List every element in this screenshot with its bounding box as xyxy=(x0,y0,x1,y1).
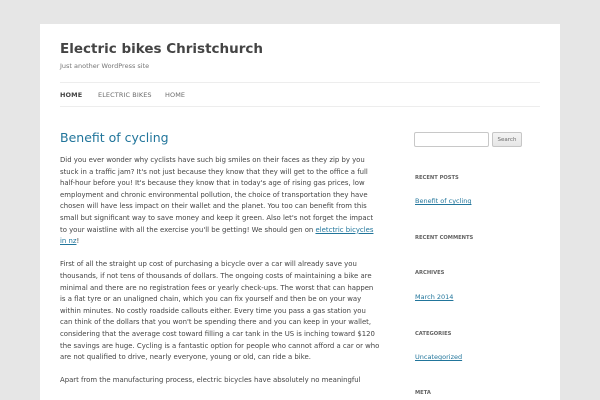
archive-link-march-2014[interactable]: March 2014 xyxy=(415,293,454,301)
site-title[interactable]: Electric bikes Christchurch xyxy=(60,41,264,57)
recent-comments-title: RECENT COMMENTS xyxy=(415,235,474,241)
nav-item-home-2[interactable]: HOME xyxy=(165,91,186,99)
post-content xyxy=(60,155,380,398)
post-title[interactable]: Benefit of cycling xyxy=(60,130,169,145)
recent-posts-title: RECENT POSTS xyxy=(415,175,459,181)
category-link-uncategorized[interactable]: Uncategorized xyxy=(415,353,463,361)
site-page xyxy=(40,24,560,400)
main-navigation xyxy=(60,82,540,107)
recent-post-link[interactable]: Benefit of cycling xyxy=(415,197,472,205)
paragraph-1 xyxy=(60,155,380,248)
nav-item-electric-bikes[interactable]: ELECTRIC BIKES xyxy=(98,91,152,99)
search-input[interactable] xyxy=(414,132,489,147)
search-button[interactable]: Search xyxy=(492,132,522,147)
categories-title: CATEGORIES xyxy=(415,331,452,337)
archives-title: ARCHIVES xyxy=(415,270,445,276)
electric-bicycles-link[interactable]: eletctric bicycles in nz xyxy=(60,225,374,246)
nav-item-home[interactable]: HOME xyxy=(60,91,83,99)
site-description: Just another WordPress site xyxy=(60,62,150,70)
meta-title: META xyxy=(415,390,431,396)
paragraph-1-text: Did you ever wonder why cyclists have such big smiles on their faces as they zip by you stuck in a traffic jam? It's not just because they know that they will get to the office a full half-hour before you! It's because they know that in today's age of rising gas prices, low employment and chronic environmental pollution, the choice of transportation they have chosen will have less impact on their wallet and the planet. You too can benefit from this small but significant way to save money and keep it green. Also let's not forget the impact to your waistline with all the exercise you'll be getting! We should gen on xyxy=(60,156,374,234)
paragraph-2: First of all the straight up cost of purchasing a bicycle over a car will already save you thousands, if not tens of thousands of dollars. The ongoing costs of maintaining a bike are minimal and there are no registration fees or yearly check-ups. The worst that can happen is a flat tyre or an unaligned chain, which you can fix yourself and then be on your way within minutes. No costly roadside callouts either. Every time you pass a gas station you can think of the dollars that you won't be spending there and you can keep in your wallet, considering that the average cost toward filling a car tank in the US is inching toward $120 the savings are huge. Cycling is a fantastic option for people who cannot afford a car or who are not qualified to drive, nearly everyone, young or old, can ride a bike. xyxy=(60,260,380,362)
paragraph-1-end: ! xyxy=(76,237,80,246)
paragraph-3: Apart from the manufacturing process, electric bicycles have absolutely no meaningful xyxy=(60,376,361,385)
